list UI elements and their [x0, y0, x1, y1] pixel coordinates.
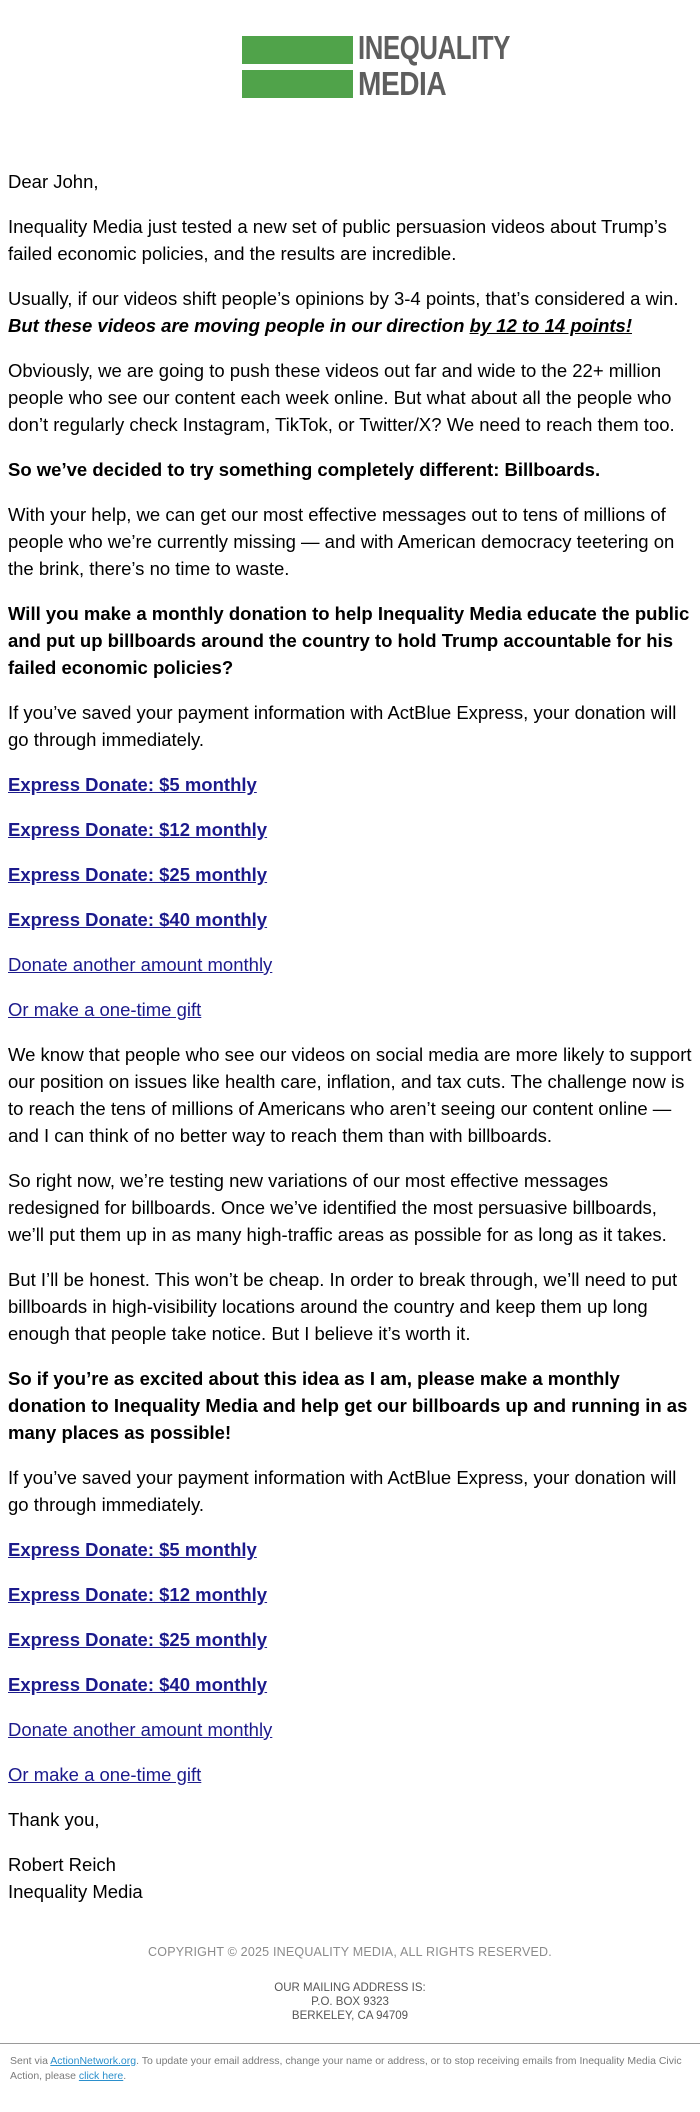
donate-other-amount-link[interactable]: Donate another amount monthly: [8, 954, 273, 975]
address-line-1: P.O. BOX 9323: [311, 1996, 389, 2008]
signer-name: Robert Reich: [8, 1854, 116, 1875]
logo-bar-bottom: [242, 70, 353, 98]
address-line-2: BERKELEY, CA 94709: [291, 2010, 409, 2022]
express-donate-12-link-2[interactable]: Express Donate: $12 monthly: [8, 1584, 268, 1605]
actionnetwork-link[interactable]: ActionNetwork.org: [50, 2055, 137, 2067]
paragraph-ask-2: So if you’re as excited about this idea as I am, please make a monthly donation to Inequality Media and help get our billboards up and running in as many places as possible!: [8, 1368, 688, 1443]
greeting: Dear John,: [8, 171, 99, 192]
paragraph-cost: But I’ll be honest. This won’t be cheap. In order to break through, we’ll need to put billboards in high-visibility locations around the country and keep them up long enough that people take notice. But I believe it’s worth it.: [8, 1269, 678, 1344]
paragraph-actblue-note: If you’ve saved your payment information with ActBlue Express, your donation will go through immediately.: [8, 702, 677, 750]
address-label: OUR MAILING ADDRESS IS:: [274, 1982, 426, 1994]
sent-prefix: Sent via: [10, 2055, 48, 2067]
signature: [8, 1851, 692, 1905]
paragraph-help: With your help, we can get our most effective messages out to tens of millions of people who we’re currently missing — and with American democracy teetering on the brink, there’s no time to waste.: [8, 504, 675, 579]
results-plain-text: Usually, if our videos shift people’s opinions by 3-4 points, that’s considered a win.: [8, 288, 679, 309]
paragraph-billboards-heading: So we’ve decided to try something completely different: Billboards.: [8, 459, 601, 480]
signer-org: Inequality Media: [8, 1881, 143, 1902]
paragraph-social-media: We know that people who see our videos on social media are more likely to support our position on issues like health care, inflation, and tax cuts. The challenge now is to reach the tens of millions of Americans who aren’t seeing our content online — and I can think of no better way to reach them than with billboards.: [8, 1044, 692, 1146]
email-body: [0, 168, 700, 1905]
results-emphasis-text: But these videos are moving people in our direction: [8, 315, 465, 336]
paragraph-testing: So right now, we’re testing new variations of our most effective messages redesigned for billboards. Once we’ve identified the most persuasive billboards, we’ll put them up in as many high-traffic areas as possible for as long as it takes.: [8, 1170, 667, 1245]
paragraph-ask: Will you make a monthly donation to help Inequality Media educate the public and put up billboards around the country to hold Trump accountable for his failed economic policies?: [8, 603, 690, 678]
donate-other-amount-link-2[interactable]: Donate another amount monthly: [8, 1719, 273, 1740]
logo-word-inequality: INEQUALITY: [358, 29, 510, 66]
results-emphasis: [8, 315, 632, 336]
express-donate-5-link-2[interactable]: Express Donate: $5 monthly: [8, 1539, 257, 1560]
logo-word-media: MEDIA: [358, 65, 447, 102]
express-donate-12-link[interactable]: Express Donate: $12 monthly: [8, 819, 268, 840]
footer: [0, 1945, 700, 2023]
sent-via-notice: [0, 2044, 700, 2084]
paragraph-intro: Inequality Media just tested a new set of public persuasion videos about Trump’s failed economic policies, and the results are incredible.: [8, 216, 667, 264]
copyright: COPYRIGHT © 2025 INEQUALITY MEDIA, ALL RIGHTS RESERVED.: [148, 1945, 552, 1959]
express-donate-25-link-2[interactable]: Express Donate: $25 monthly: [8, 1629, 268, 1650]
sent-middle: . To update your email address, change your name or address, or to stop receiving emails from Inequality Media Civic Action, please: [10, 2055, 682, 2082]
express-donate-5-link[interactable]: Express Donate: $5 monthly: [8, 774, 257, 795]
inequality-media-logo[interactable]: [242, 29, 510, 102]
express-donate-40-link-2[interactable]: Express Donate: $40 monthly: [8, 1674, 268, 1695]
paragraph-reach: Obviously, we are going to push these videos out far and wide to the 22+ million people who see our content each week online. But what about all the people who don’t regularly check Instagram, TikTok, or Twitter/X? We need to reach them too.: [8, 360, 675, 435]
paragraph-actblue-note-2: If you’ve saved your payment information with ActBlue Express, your donation will go through immediately.: [8, 1467, 677, 1515]
one-time-gift-link[interactable]: Or make a one-time gift: [8, 999, 202, 1020]
closing: Thank you,: [8, 1809, 100, 1830]
results-underlined: by 12 to 14 points!: [469, 315, 632, 336]
paragraph-results: [8, 285, 692, 339]
one-time-gift-link-2[interactable]: Or make a one-time gift: [8, 1764, 202, 1785]
sent-suffix: .: [123, 2070, 127, 2082]
logo-bar-top: [242, 36, 353, 64]
unsubscribe-link[interactable]: click here: [78, 2070, 124, 2082]
express-donate-40-link[interactable]: Express Donate: $40 monthly: [8, 909, 268, 930]
header: [0, 0, 700, 168]
express-donate-25-link[interactable]: Express Donate: $25 monthly: [8, 864, 268, 885]
mailing-address: [0, 1981, 700, 2023]
